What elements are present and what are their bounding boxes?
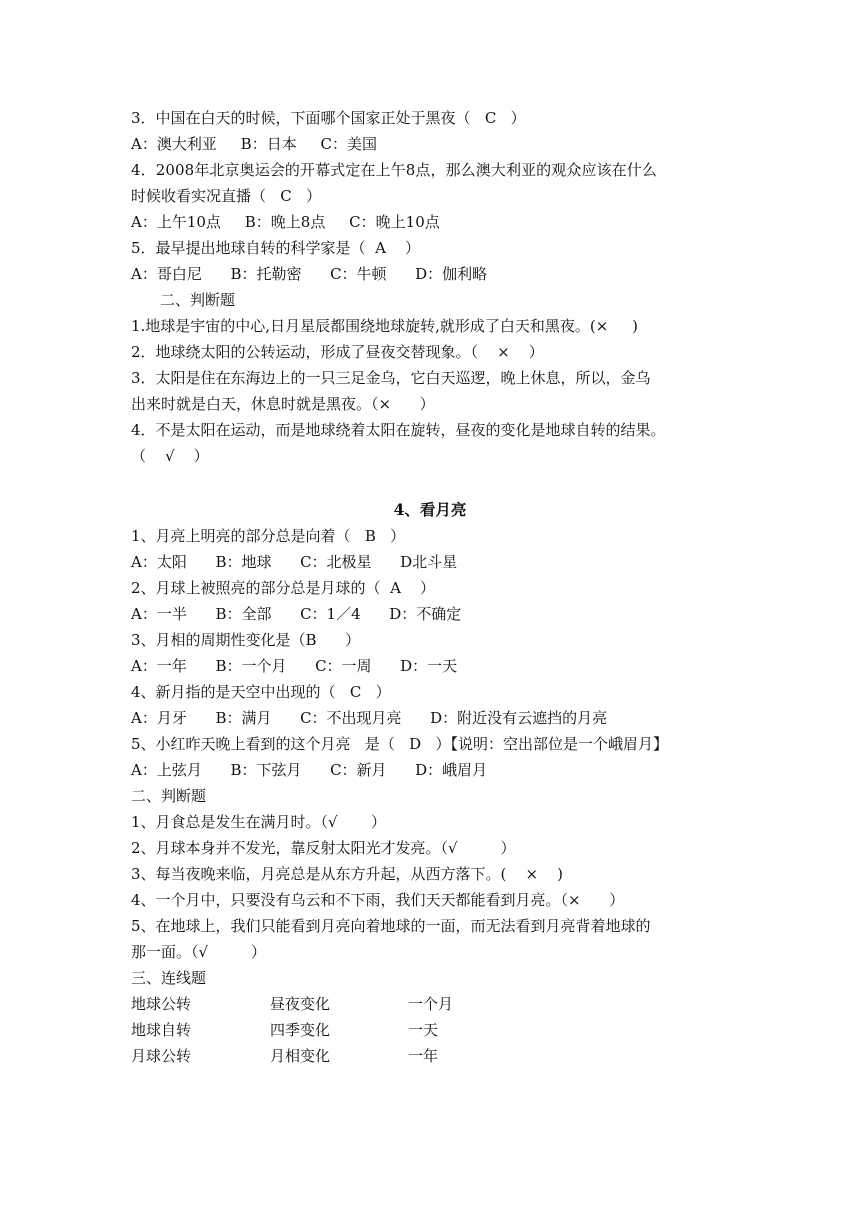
question-3: 3．中国在白天的时候，下面哪个国家正处于黑夜（ C ） [131,109,526,127]
judge-1-item-2: 2．地球绕太阳的公转运动，形成了昼夜交替现象。（ × ） [131,343,544,361]
judge-2-item-5-cont: 那一面。（√ ） [131,943,266,961]
match-heading: 三、连线题 [131,969,207,987]
judge-2-item-5: 5、在地球上，我们只能看到月亮向着地球的一面，而无法看到月亮背着地球的 [131,917,651,935]
judge-1-item-4-cont: （ √ ） [131,447,209,465]
moon-q5: 5、小红昨天晚上看到的这个月亮 是（ D ）【说明：空出部位是一个峨眉月】 [131,735,668,753]
moon-q3: 3、月相的周期性变化是（B ） [131,631,361,649]
match-middle-item: 月相变化 [270,1047,331,1065]
judge-1-item-3-cont: 出来时就是白天，休息时就是黑夜。（× ） [131,395,435,413]
judge-2-item-2: 2、月球本身并不发光，靠反射太阳光才发亮。（√ ） [131,839,516,857]
judge-2-item-3: 3、每当夜晚来临，月亮总是从东方升起，从西方落下。( × ) [131,865,563,883]
moon-q4-options: A：月牙 B：满月 C：不出现月亮 D：附近没有云遮挡的月亮 [131,709,608,727]
moon-q4: 4、新月指的是天空中出现的（ C ） [131,683,391,701]
question-4: 4．2008年北京奥运会的开幕式定在上午8点，那么澳大利亚的观众应该在什么 [131,161,657,179]
moon-q1-options: A：太阳 B：地球 C：北极星 D北斗星 [131,553,458,571]
moon-q5-options: A：上弦月 B：下弦月 C：新月 D：峨眉月 [131,761,488,779]
match-right-item: 一个月 [408,995,454,1013]
match-middle-item: 昼夜变化 [270,995,331,1013]
moon-q1: 1、月亮上明亮的部分总是向着（ B ） [131,527,406,545]
match-left-item: 月球公转 [131,1047,192,1065]
section-title: 4、看月亮 [393,500,467,519]
question-4-cont: 时候收看实况直播（ C ） [131,187,322,205]
judge-2-item-1: 1、月食总是发生在满月时。（√ ） [131,813,386,831]
question-4-options: A：上午10点 B：晚上8点 C：晚上10点 [131,213,440,231]
moon-q2-options: A：一半 B：全部 C：1／4 D：不确定 [131,605,462,623]
judge-heading-1: 二、判断题 [160,291,236,309]
question-5-options: A：哥白尼 B：托勒密 C：牛顿 D：伽利略 [131,265,488,283]
match-right-item: 一天 [408,1021,439,1039]
match-left-item: 地球自转 [131,1021,192,1039]
judge-heading-2: 二、判断题 [131,787,207,805]
match-right-item: 一年 [408,1047,439,1065]
judge-1-item-4: 4．不是太阳在运动，而是地球绕着太阳在旋转，昼夜的变化是地球自转的结果。 [131,421,666,439]
question-3-options: A：澳大利亚 B：日本 C：美国 [131,135,378,153]
moon-q2: 2、月球上被照亮的部分总是月球的（ A ） [131,579,435,597]
judge-1-item-3: 3．太阳是住在东海边上的一只三足金乌，它白天巡逻，晚上休息，所以，金乌 [131,369,651,387]
match-left-item: 地球公转 [131,995,192,1013]
match-middle-item: 四季变化 [270,1021,331,1039]
question-5: 5．最早提出地球自转的科学家是（ A ） [131,239,420,257]
judge-1-item-1: 1.地球是宇宙的中心,日月星辰都围绕地球旋转,就形成了白天和黑夜。(× ) [131,317,638,335]
moon-q3-options: A：一年 B：一个月 C：一周 D：一天 [131,657,458,675]
judge-2-item-4: 4、一个月中，只要没有乌云和不下雨，我们天天都能看到月亮。（× ） [131,891,625,909]
